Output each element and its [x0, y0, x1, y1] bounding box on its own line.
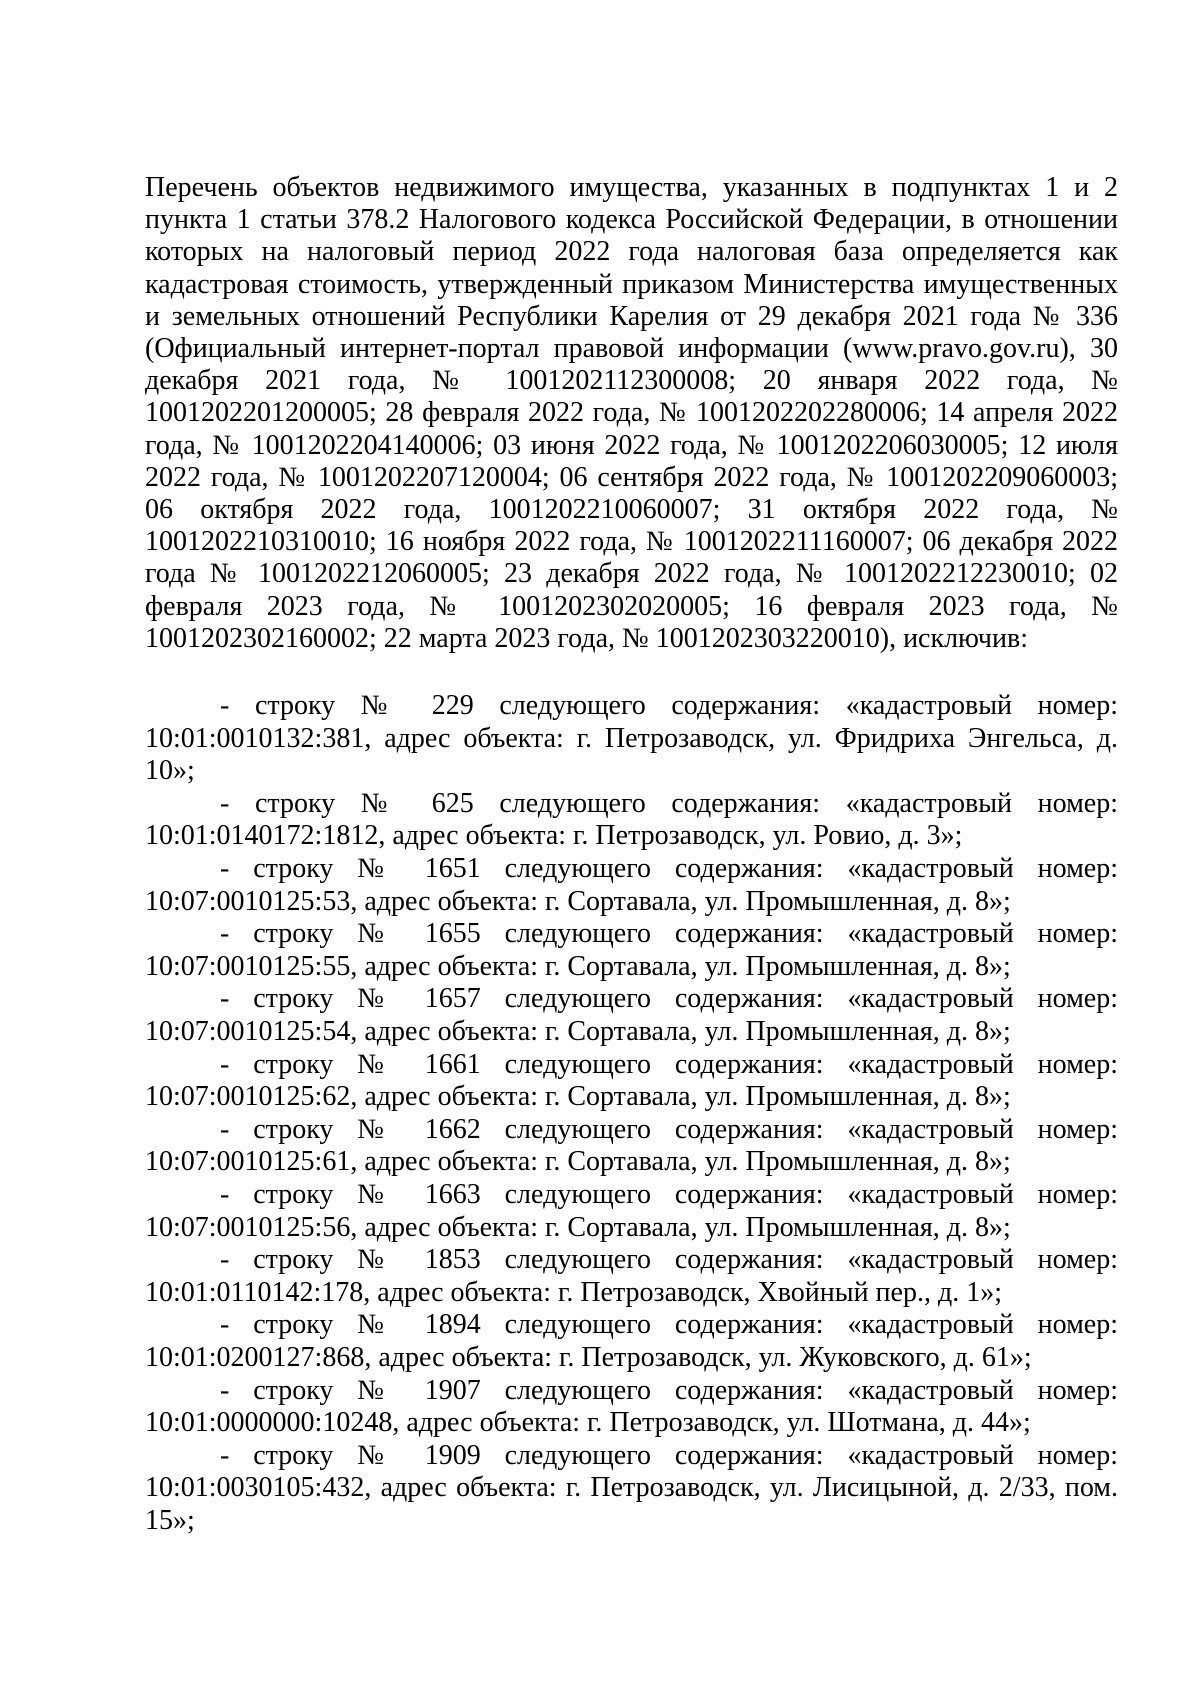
exclusion-list: [145, 690, 1118, 1537]
exclusion-item: - строку № 1663 следующего содержания: «кадастровый номер: 10:07:0010125:56, адрес объекта: г. Сортавала, ул. Промышленная, д. 8»;: [145, 1178, 1118, 1243]
exclusion-item: - строку № 1662 следующего содержания: «кадастровый номер: 10:07:0010125:61, адрес объекта: г. Сортавала, ул. Промышленная, д. 8»;: [145, 1113, 1118, 1178]
exclusion-item: - строку № 625 следующего содержания: «кадастровый номер: 10:01:0140172:1812, адрес объекта: г. Петрозаводск, ул. Ровио, д. 3»;: [145, 787, 1118, 852]
intro-paragraph: Перечень объектов недвижимого имущества, указанных в подпунктах 1 и 2 пункта 1 статьи 378.2 Налогового кодекса Российской Федерации, в отношении которых на налоговый период 2022 года налоговая база определяется как кадастровая стоимость, утвержденный приказом Министерства имущественных и земельных отношений Республики Карелия от 29 декабря 2021 года № 336 (Официальный интернет-портал правовой информации (www.pravo.gov.ru), 30 декабря 2021 года, № 1001202112300008; 20 января 2022 года, № 1001202201200005; 28 февраля 2022 года, № 1001202202280006; 14 апреля 2022 года, № 1001202204140006; 03 июня 2022 года, № 1001202206030005; 12 июля 2022 года, № 1001202207120004; 06 сентября 2022 года, № 1001202209060003; 06 октября 2022 года, 1001202210060007; 31 октября 2022 года, № 1001202210310010; 16 ноября 2022 года, № 1001202211160007; 06 декабря 2022 года № 1001202212060005; 23 декабря 2022 года, № 1001202212230010; 02 февраля 2023 года, № 1001202302020005; 16 февраля 2023 года, № 1001202302160002; 22 марта 2023 года, № 1001202303220010), исключив:: [145, 172, 1118, 654]
exclusion-item: - строку № 1661 следующего содержания: «кадастровый номер: 10:07:0010125:62, адрес объекта: г. Сортавала, ул. Промышленная, д. 8»;: [145, 1048, 1118, 1113]
exclusion-item: - строку № 229 следующего содержания: «кадастровый номер: 10:01:0010132:381, адрес объекта: г. Петрозаводск, ул. Фридриха Энгельса, д. 10»;: [145, 690, 1118, 787]
exclusion-item: - строку № 1657 следующего содержания: «кадастровый номер: 10:07:0010125:54, адрес объекта: г. Сортавала, ул. Промышленная, д. 8»;: [145, 983, 1118, 1047]
exclusion-item: - строку № 1651 следующего содержания: «кадастровый номер: 10:07:0010125:53, адрес объекта: г. Сортавала, ул. Промышленная, д. 8»;: [145, 853, 1118, 917]
exclusion-item: - строку № 1655 следующего содержания: «кадастровый номер: 10:07:0010125:55, адрес объекта: г. Сортавала, ул. Промышленная, д. 8»;: [145, 918, 1118, 982]
exclusion-item: - строку № 1894 следующего содержания: «кадастровый номер: 10:01:0200127:868, адрес объекта: г. Петрозаводск, ул. Жуковского, д. 61»;: [145, 1309, 1118, 1373]
exclusion-item: - строку № 1853 следующего содержания: «кадастровый номер: 10:01:0110142:178, адрес объекта: г. Петрозаводск, Хвойный пер., д. 1»;: [145, 1244, 1118, 1308]
exclusion-item: - строку № 1909 следующего содержания: «кадастровый номер: 10:01:0030105:432, адрес объекта: г. Петрозаводск, ул. Лисицыной, д. 2/33, пом. 15»;: [145, 1439, 1118, 1536]
document-page: [145, 172, 1118, 1537]
exclusion-item: - строку № 1907 следующего содержания: «кадастровый номер: 10:01:0000000:10248, адрес объекта: г. Петрозаводск, ул. Шотмана, д. 44»;: [145, 1374, 1118, 1439]
